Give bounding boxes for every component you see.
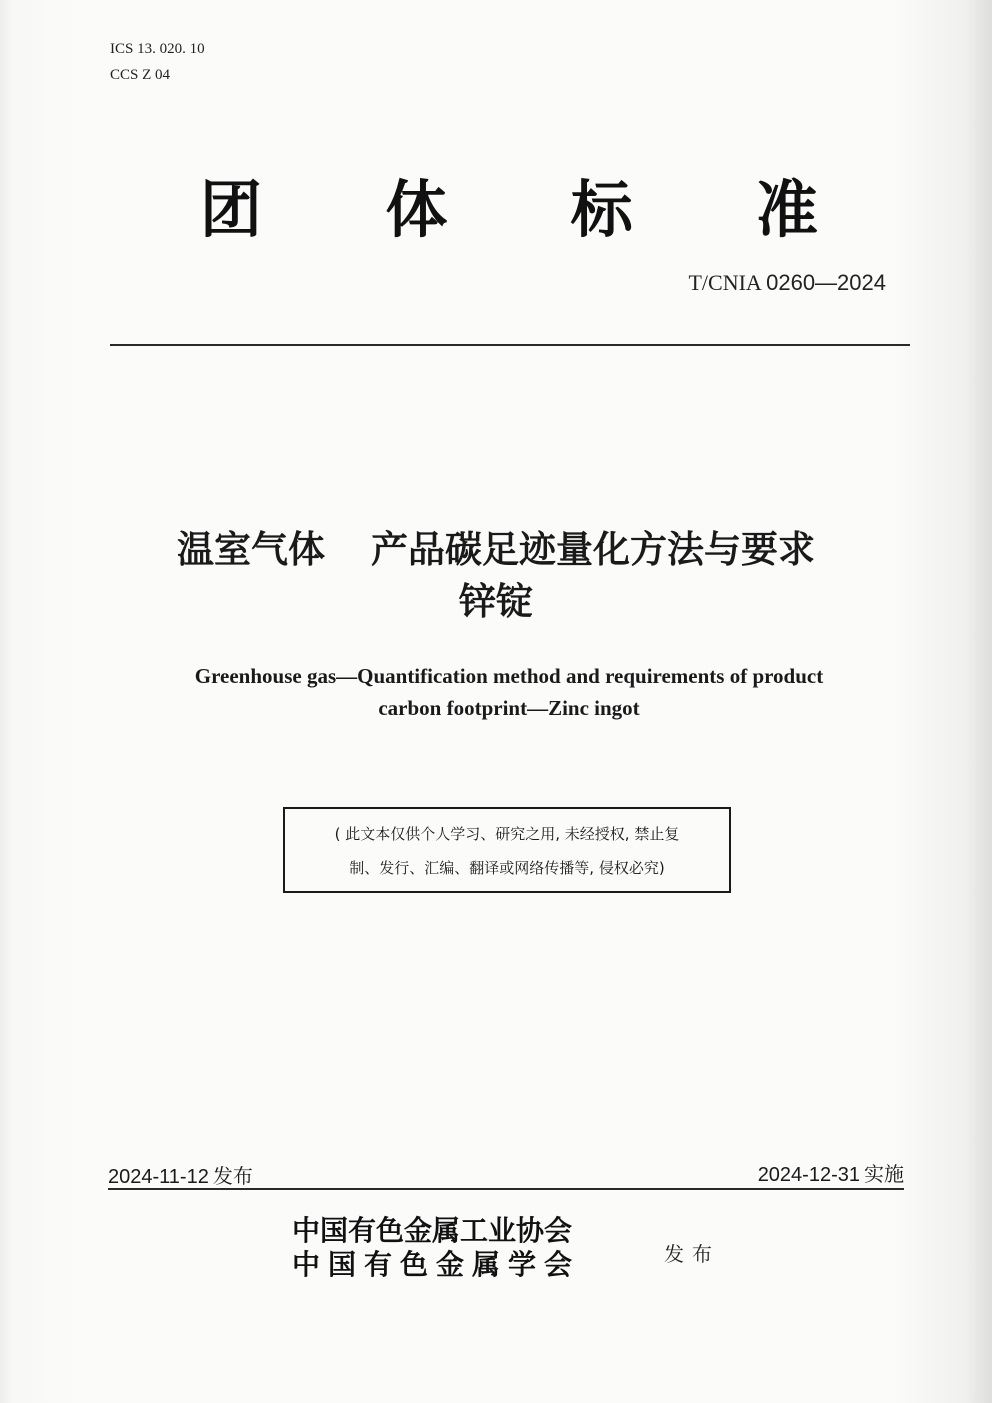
issue-date-label: 发布 [212, 1164, 253, 1188]
english-title-line2: carbon footprint—Zinc ingot [378, 696, 640, 720]
ics-code: ICS 13. 020. 10 [110, 41, 205, 57]
english-title-line1: Greenhouse gas—Quantification method and requirements of product [194, 664, 824, 688]
classification-codes [110, 36, 205, 88]
implement-date [758, 1158, 904, 1187]
publish-action-label: 发布 [664, 1242, 720, 1266]
chinese-title-subtitle: 锌锭 [459, 580, 533, 623]
implement-date-label: 实施 [864, 1162, 904, 1186]
notice-line1: ( 此文本仅供个人学习、研究之用, 未经授权, 禁止复 [334, 825, 680, 843]
publisher-2: 中国有色金属学会 [292, 1248, 581, 1281]
standard-number-prefix: T/CNIA [688, 270, 761, 295]
dates-row [108, 1158, 904, 1190]
standard-number-value: 0260—2024 [766, 270, 886, 295]
issue-date-value: 2024-11-12 [108, 1166, 209, 1188]
notice-line2: 制、发行、汇编、翻译或网络传播等, 侵权必究) [349, 859, 665, 877]
issue-date [108, 1160, 253, 1189]
chinese-title-part1: 温室气体 [177, 528, 325, 571]
heading-char-3: 标 [570, 173, 635, 246]
heading-char-1: 团 [200, 173, 265, 246]
implement-date-value: 2024-12-31 [757, 1164, 860, 1186]
publishers [292, 1214, 580, 1282]
chinese-title-part2: 产品碳足迹量化方法与要求 [371, 528, 815, 571]
english-title [0, 660, 992, 724]
document-type-heading [200, 160, 820, 249]
heading-char-4: 准 [755, 173, 820, 246]
publisher-1: 中国有色金属工业协会 [292, 1214, 573, 1247]
chinese-title [0, 524, 992, 628]
header-divider [110, 344, 910, 346]
ccs-code: CCS Z 04 [110, 67, 171, 83]
copyright-notice-box [283, 807, 731, 893]
heading-char-2: 体 [385, 173, 450, 246]
standard-number [688, 270, 886, 296]
